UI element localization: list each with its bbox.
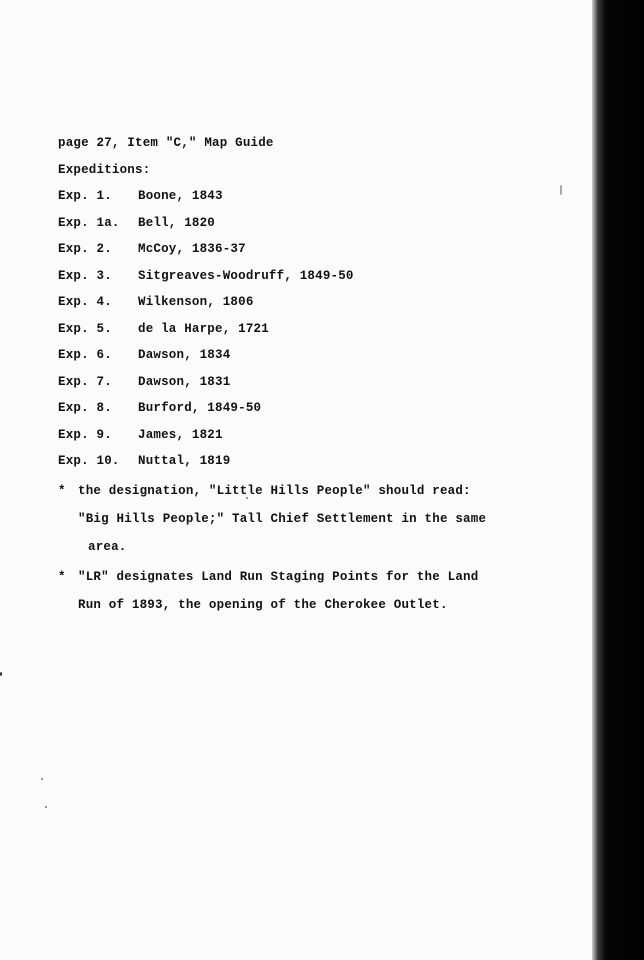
- scan-speck: [45, 806, 47, 808]
- expedition-number: Exp. 5.: [58, 321, 112, 336]
- expedition-row: [58, 448, 528, 475]
- scan-speck: [41, 778, 43, 780]
- asterisk-bullet: *: [58, 569, 66, 584]
- expedition-entry: de la Harpe, 1721: [138, 321, 269, 336]
- scan-speck: [560, 185, 562, 195]
- expeditions-heading: Expeditions:: [58, 162, 151, 177]
- expedition-row: [58, 210, 528, 237]
- scan-speck: [246, 497, 248, 499]
- footnote-land-run: [58, 563, 528, 619]
- expedition-number: Exp. 4.: [58, 295, 112, 309]
- footnote-text: [78, 563, 478, 619]
- expedition-row: [58, 369, 528, 396]
- expedition-number: Exp. 9.: [58, 427, 112, 442]
- expedition-entry: Dawson, 1834: [138, 348, 231, 362]
- expedition-row: [58, 342, 528, 369]
- expedition-row: [58, 263, 528, 290]
- scan-edge-shadow: [592, 0, 644, 960]
- expedition-row: [58, 316, 528, 343]
- expedition-number: Exp. 1a.: [58, 215, 120, 230]
- expedition-number: Exp. 6.: [58, 348, 112, 362]
- expedition-entry: Bell, 1820: [138, 215, 216, 230]
- expedition-entry: Boone, 1843: [138, 189, 223, 203]
- expedition-entry: Burford, 1849-50: [138, 401, 262, 415]
- footnote-line: Run of 1893, the opening of the Cherokee Outlet.: [78, 597, 448, 612]
- expedition-list: [58, 183, 528, 475]
- expedition-entry: Dawson, 1831: [138, 374, 231, 389]
- expedition-entry: Sitgreaves-Woodruff, 1849-50: [138, 268, 354, 283]
- expedition-number: Exp. 2.: [58, 242, 112, 256]
- expedition-entry: Nuttal, 1819: [138, 454, 231, 468]
- page-reference-title: page 27, Item "C," Map Guide: [58, 136, 274, 150]
- expedition-entry: James, 1821: [138, 427, 223, 442]
- expedition-row: [58, 422, 528, 449]
- expedition-entry: Wilkenson, 1806: [138, 295, 254, 309]
- footnote-line: "Big Hills People;" Tall Chief Settlement in the same: [78, 511, 487, 526]
- expedition-number: Exp. 8.: [58, 401, 112, 415]
- asterisk-bullet: *: [58, 483, 66, 498]
- expedition-row: [58, 183, 528, 210]
- footnote-line: "LR" designates Land Run Staging Points for the Land: [78, 569, 479, 584]
- expedition-number: Exp. 7.: [58, 374, 112, 389]
- expedition-row: [58, 395, 528, 422]
- footnote-text: [78, 477, 486, 561]
- document-text: [58, 130, 528, 619]
- expedition-entry: McCoy, 1836-37: [138, 242, 246, 256]
- expedition-number: Exp. 1.: [58, 189, 112, 203]
- scan-speck: [0, 672, 2, 676]
- footnote-line: the designation, "Little Hills People" should read:: [78, 483, 471, 498]
- footnote-designation: [58, 477, 528, 561]
- expedition-row: [58, 236, 528, 263]
- expedition-number: Exp. 3.: [58, 268, 112, 283]
- expedition-row: [58, 289, 528, 316]
- footnote-line: area.: [88, 539, 127, 554]
- expedition-number: Exp. 10.: [58, 454, 120, 468]
